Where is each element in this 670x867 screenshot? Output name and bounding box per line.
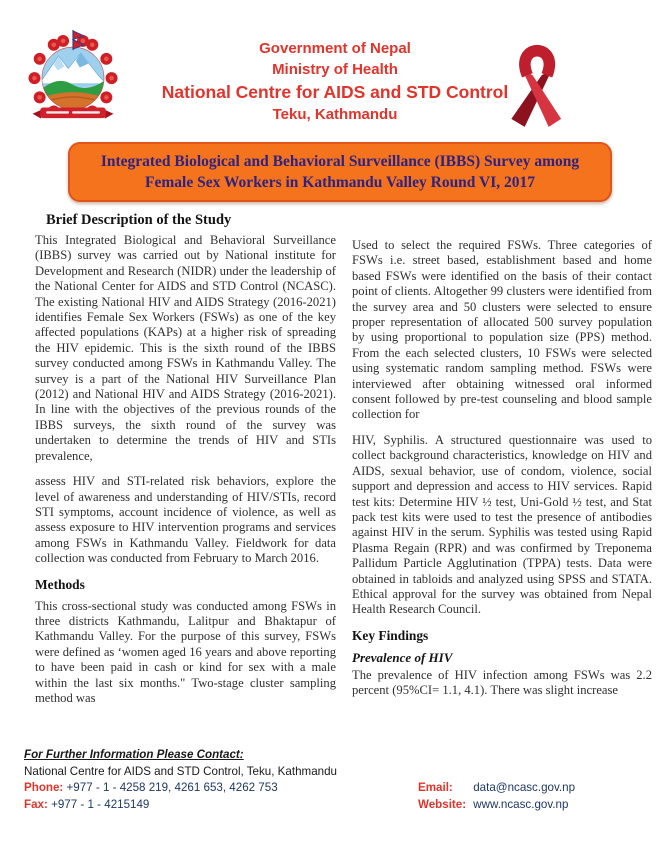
footer-online-block [418,780,648,813]
document-title: Integrated Biological and Behavioral Surveillance (IBBS) Survey among Female Sex Workers in Kathmandu Valley Round VI, 2017 [100,153,580,191]
nepal-government-emblem-icon [20,28,126,134]
contact-email [418,780,648,797]
header-line-location: Teku, Kathmandu [272,106,398,123]
contact-heading: For Further Information Please Contact: [24,748,244,761]
right-paragraph-3: The prevalence of HIV infection among FSWs was 2.2 percent (95%CI= 1.1, 4.1). There was slight increase [352,667,652,698]
left-column [35,233,336,716]
left-paragraph-1: This Integrated Biological and Behavioral Surveillance (IBBS) survey was carried out by National institute for Development and Research (NIDR) under the leadership of the National Center for AIDS and STD Control (NCASC). The existing National HIV and AIDS Strategy (2016-2021) identifies Female Sex Workers (FSWs) as one of the key affected populations (KAPs) at a higher risk of spreading the HIV epidemic. This is the sixth round of the IBBS survey conducted among FSWs in Kathmandu Valley. The survey is a part of the National HIV Surveillance Plan (2012) and National HIV and AIDS Strategy (2016-2021). In line with the objectives of the previous rounds of the IBBS surveys, the sixth round of the survey was undertaken to determine the trends of HIV and STIs prevalence, [35,233,336,463]
phone-value: +977 - 1 - 4258 219, 4261 653, 4262 753 [66,781,278,794]
section-heading-brief-description: Brief Description of the Study [46,212,232,228]
header-line-ministry: Ministry of Health [272,61,398,78]
contact-phone [24,780,404,797]
phone-label: Phone: [24,781,64,794]
right-paragraph-1: Used to select the required FSWs. Three categories of FSWs i.e. street based, establishment based and home based FSWs were identified on the basis of their contact point of clients. Altogether 99 clusters were identified from the survey area and 50 clusters were selected to ensure proper representation of allocated 500 survey population by using proportional to population size (PPS) method. From the each selected clusters, 10 FSWs were selected using systematic random sampling method. FSWs were interviewed after obtaining witnessed oral informed consent followed by pre-test counseling and blood sample collection for [352,238,652,422]
key-findings-heading: Key Findings [352,627,429,643]
methods-heading: Methods [35,576,85,592]
footer-contact-block [24,747,404,813]
contact-website [418,797,648,814]
left-paragraph-3: This cross-sectional study was conducted among FSWs in three districts Kathmandu, Lalitpur and Bhaktapur of Kathmandu Valley. For the purpose of this survey, FSWs were defined as ‘women aged 16 years and above reporting to have been paid in cash or kind for sex with a male within the last six months." Two-stage cluster sampling method was [35,598,336,705]
aids-ribbon-icon [498,30,578,134]
website-value: www.ncasc.gov.np [473,797,569,811]
email-label: Email: [418,781,453,794]
right-paragraph-2: HIV, Syphilis. A structured questionnaire was used to collect background characteristics, knowledge on HIV and AIDS, sexual behavior, use of condom, violence, social support and depression and access to HIV services. Rapid test kits: Determine HIV ½ test, Uni-Gold ½ test, and Stat pack test kits were used to test the presence of antibodies against HIV in the serum. Syphilis was tested using Rapid Plasma Regain (RPR) and was confirmed by Treponema Pallidum Particle Agglutination (TPPA) tests. Data were obtained in tabloids and analyzed using SPSS and STATA. Ethical approval for the survey was obtained from Nepal Health Research Council. [352,432,652,617]
prevalence-of-hiv-heading: Prevalence of HIV [352,649,453,665]
header-line-ncasc: National Centre for AIDS and STD Control [161,82,509,102]
contact-fax [24,797,404,814]
email-value: data@ncasc.gov.np [473,781,576,794]
fax-value: +977 - 1 - 4215149 [51,797,150,811]
header [150,38,520,125]
right-column [352,233,652,709]
left-paragraph-2: assess HIV and STI-related risk behaviors, explore the level of awareness and understanding of HIV/STIs, record STI symptoms, account incidence of violence, as well as assess exposure to HIV intervention programs and services among FSWs in Kathmandu Valley. Fieldwork for data collection was conducted from February to March 2016. [35,474,336,566]
header-line-government: Government of Nepal [259,40,411,57]
contact-address: National Centre for AIDS and STD Control, Teku, Kathmandu [24,764,337,778]
fax-label: Fax: [24,797,48,811]
title-banner [68,142,612,202]
website-label: Website: [418,797,467,811]
